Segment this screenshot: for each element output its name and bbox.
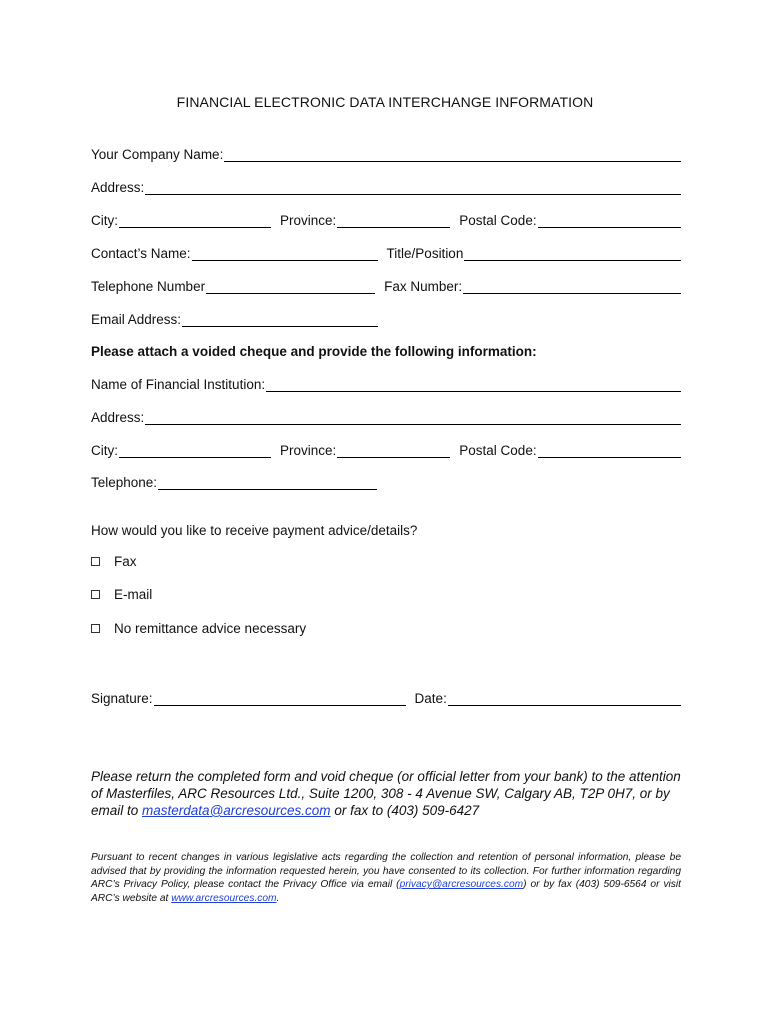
bank-instruction: Please attach a voided cheque and provide the following information:	[91, 344, 537, 359]
telephone-field[interactable]	[206, 279, 375, 294]
title-position-field[interactable]	[464, 246, 681, 261]
bank-address-label: Address:	[91, 410, 145, 425]
telephone-label: Telephone Number	[91, 279, 206, 294]
option-no-remittance-label: No remittance advice necessary	[114, 621, 307, 636]
option-fax-label: Fax	[114, 554, 137, 569]
return-notice-fax: or fax to (403) 509-6427	[330, 803, 480, 818]
privacy-notice	[91, 851, 681, 905]
company-name-label: Your Company Name:	[91, 147, 224, 162]
privacy-email-link[interactable]: privacy@arcresources.com	[399, 879, 524, 890]
bank-address-row	[91, 405, 681, 425]
date-label: Date:	[414, 691, 447, 706]
company-city-label: City:	[91, 213, 118, 228]
option-email-label: E-mail	[114, 587, 153, 602]
telephone-row	[91, 274, 681, 294]
company-name-row	[91, 142, 681, 162]
bank-postal-field[interactable]	[538, 443, 681, 458]
bank-telephone-label: Telephone:	[91, 475, 158, 490]
return-notice	[91, 768, 681, 819]
signature-label: Signature:	[91, 691, 153, 706]
masterdata-email-link[interactable]: masterdata@arcresources.com	[142, 803, 331, 818]
company-province-label: Province:	[280, 213, 337, 228]
company-address-row	[91, 175, 681, 195]
company-postal-field[interactable]	[538, 213, 681, 228]
company-city-field[interactable]	[119, 213, 271, 228]
option-no-remittance[interactable]	[91, 621, 306, 636]
bank-city-label: City:	[91, 443, 118, 458]
checkbox-icon[interactable]	[91, 557, 100, 566]
title-position-label: Title/Position	[386, 246, 464, 261]
form-title: FINANCIAL ELECTRONIC DATA INTERCHANGE INFORMATION	[176, 94, 594, 110]
institution-field[interactable]	[266, 377, 681, 392]
website-link[interactable]: www.arcresources.com	[171, 892, 277, 904]
bank-telephone-row	[91, 470, 681, 490]
company-address-field[interactable]	[145, 180, 681, 195]
company-address-label: Address:	[91, 180, 145, 195]
bank-telephone-field[interactable]	[158, 475, 377, 490]
payment-question: How would you like to receive payment advice/details?	[91, 523, 418, 538]
company-postal-label: Postal Code:	[459, 213, 537, 228]
contact-row	[91, 241, 681, 261]
email-field[interactable]	[182, 312, 378, 327]
bank-province-field[interactable]	[337, 443, 450, 458]
fax-label: Fax Number:	[384, 279, 463, 294]
institution-label: Name of Financial Institution:	[91, 377, 266, 392]
email-row	[91, 307, 681, 327]
bank-postal-label: Postal Code:	[459, 443, 537, 458]
signature-field[interactable]	[154, 691, 406, 706]
signature-row	[91, 686, 681, 706]
company-city-row	[91, 208, 681, 228]
company-province-field[interactable]	[337, 213, 450, 228]
company-name-field[interactable]	[224, 147, 681, 162]
fax-field[interactable]	[463, 279, 681, 294]
checkbox-icon[interactable]	[91, 590, 100, 599]
return-notice-text: Please return the completed form and void cheque (or official letter from your bank) to the attention of Masterfiles, ARC Resources Ltd., Suite 1200, 308 - 4 Avenue SW, Calgary AB, T2P 0H7, or by email to	[91, 769, 681, 818]
contact-name-label: Contact’s Name:	[91, 246, 191, 261]
option-fax[interactable]	[91, 554, 137, 569]
bank-city-field[interactable]	[119, 443, 271, 458]
checkbox-icon[interactable]	[91, 624, 100, 633]
date-field[interactable]	[448, 691, 681, 706]
contact-name-field[interactable]	[192, 246, 378, 261]
privacy-text-middle: ) or by fax (403) 509-6564 or visit ARC’s website at	[91, 879, 681, 904]
privacy-text-end: .	[276, 892, 280, 904]
bank-province-label: Province:	[280, 443, 337, 458]
bank-city-row	[91, 438, 681, 458]
email-label: Email Address:	[91, 312, 182, 327]
privacy-text: Pursuant to recent changes in various legislative acts regarding the collection and retention of personal information, please be advised that by providing the information requested herein, you have consented to its collection. For further information regarding ARC’s Privacy Policy, please contact the Privacy Office via email (	[91, 852, 681, 890]
option-email[interactable]	[91, 587, 152, 602]
institution-row	[91, 372, 681, 392]
bank-address-field[interactable]	[145, 410, 681, 425]
